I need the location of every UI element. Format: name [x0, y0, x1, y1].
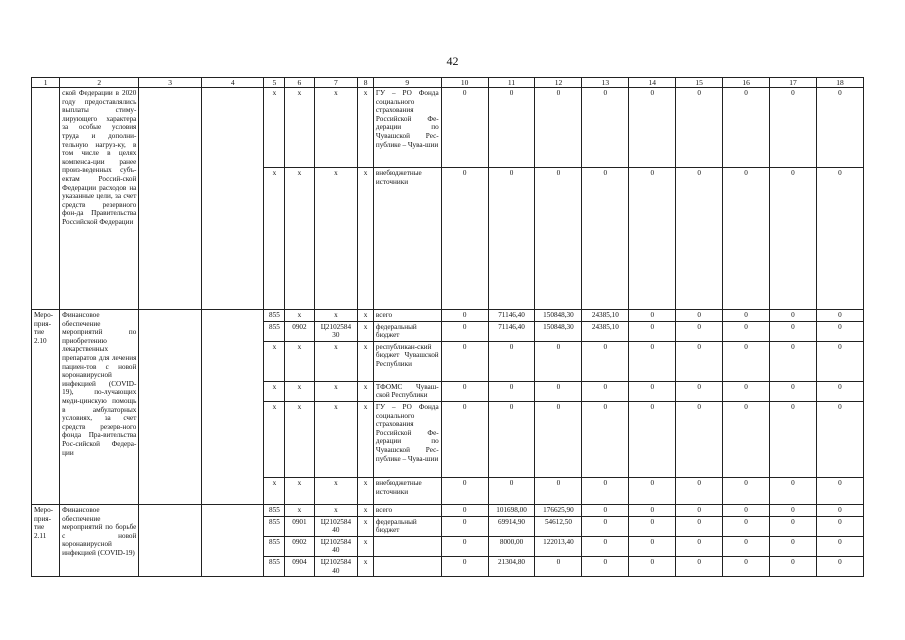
column-header-15: 15 [676, 78, 723, 88]
grbs-code-cell: x [264, 168, 285, 310]
target-article-cell: x [314, 341, 358, 381]
program-funding-table [31, 77, 864, 577]
target-article-cell: Ц2102584 30 [314, 321, 358, 341]
amount-cell: 71146,40 [488, 310, 535, 322]
amount-cell: 69914,90 [488, 516, 535, 536]
expense-group-cell: x [358, 401, 374, 477]
amount-cell: 0 [629, 381, 676, 401]
amount-cell: 0 [676, 310, 723, 322]
amount-cell: 0 [770, 516, 817, 536]
amount-cell: 0 [535, 88, 582, 168]
amount-cell: 0 [629, 321, 676, 341]
amount-cell: 0 [488, 401, 535, 477]
amount-cell: 150848,30 [535, 310, 582, 322]
amount-cell: 0 [441, 556, 488, 576]
amount-cell: 0 [816, 536, 863, 556]
amount-cell: 0 [441, 341, 488, 381]
target-article-cell: x [314, 401, 358, 477]
amount-cell: 0 [488, 168, 535, 310]
amount-cell: 24385,10 [582, 310, 629, 322]
amount-cell: 0 [676, 477, 723, 504]
amount-cell: 0 [676, 88, 723, 168]
amount-cell: 71146,40 [488, 321, 535, 341]
grbs-code-cell: 855 [264, 310, 285, 322]
grbs-code-cell: 855 [264, 516, 285, 536]
amount-cell: 54612,50 [535, 516, 582, 536]
grbs-code-cell: 855 [264, 321, 285, 341]
target-article-cell: x [314, 477, 358, 504]
funding-source-cell: внебюджетные источники [373, 168, 441, 310]
amount-cell: 0 [582, 381, 629, 401]
amount-cell: 0 [676, 168, 723, 310]
amount-cell: 0 [535, 341, 582, 381]
funding-source-cell: внебюджетные источники [373, 477, 441, 504]
amount-cell: 0 [816, 168, 863, 310]
expense-group-cell: x [358, 168, 374, 310]
amount-cell: 0 [770, 88, 817, 168]
amount-cell: 0 [676, 536, 723, 556]
amount-cell: 21304,80 [488, 556, 535, 576]
target-article-cell: Ц2102584 40 [314, 516, 358, 536]
amount-cell: 0 [816, 516, 863, 536]
expense-group-cell: x [358, 88, 374, 168]
amount-cell: 0 [816, 321, 863, 341]
target-indicator-cell [201, 88, 264, 310]
target-article-cell: x [314, 381, 358, 401]
amount-cell: 0 [770, 556, 817, 576]
grbs-code-cell: x [264, 477, 285, 504]
table-row [32, 310, 864, 322]
column-header-17: 17 [770, 78, 817, 88]
funding-source-cell: ГУ – РО Фонда социального страхования Российской Фе-дерации по Чувашской Рес-публике – Чува-шии [373, 88, 441, 168]
amount-cell: 0 [816, 88, 863, 168]
amount-cell: 0 [629, 536, 676, 556]
amount-cell: 0 [770, 401, 817, 477]
column-header-3: 3 [139, 78, 202, 88]
event-number-cell: Меро-прия-тие 2.10 [32, 310, 60, 505]
target-article-cell: Ц2102584 40 [314, 536, 358, 556]
section-code-cell: 0902 [285, 536, 314, 556]
amount-cell: 0 [770, 381, 817, 401]
amount-cell: 0 [629, 341, 676, 381]
amount-cell: 0 [723, 321, 770, 341]
amount-cell: 24385,10 [582, 321, 629, 341]
grbs-code-cell: 855 [264, 504, 285, 516]
column-header-1: 1 [32, 78, 60, 88]
amount-cell: 0 [816, 341, 863, 381]
amount-cell: 0 [629, 310, 676, 322]
section-code-cell: x [285, 504, 314, 516]
amount-cell: 0 [816, 310, 863, 322]
expense-group-cell: x [358, 504, 374, 516]
section-code-cell: x [285, 168, 314, 310]
amount-cell: 0 [676, 504, 723, 516]
responsible-cell [139, 88, 202, 310]
funding-source-cell: ГУ – РО Фонда социального страхования Российской Фе-дерации по Чувашской Рес-публике – Чува-шии [373, 401, 441, 477]
amount-cell: 0 [441, 88, 488, 168]
amount-cell: 101698,00 [488, 504, 535, 516]
amount-cell: 0 [770, 536, 817, 556]
event-name-cell: ской Федерации в 2020 году предоставлялись выплаты стиму-лирующего характера за особые условия труда и дополни-тельную нагруз-ку, в том числе в целях компенса-ции ранее произ-веденных субъ-ектам Россий-ской Федерации расходов на указанные цели, за счет средств резервного фон-да Правительства Российской Федерации [60, 88, 139, 310]
amount-cell: 0 [676, 516, 723, 536]
amount-cell: 0 [676, 321, 723, 341]
amount-cell: 0 [535, 168, 582, 310]
column-header-5: 5 [264, 78, 285, 88]
amount-cell: 0 [770, 310, 817, 322]
expense-group-cell: x [358, 310, 374, 322]
funding-source-cell: республикан-ский бюджет Чувашской Республики [373, 341, 441, 381]
amount-cell: 0 [723, 310, 770, 322]
target-article-cell: x [314, 168, 358, 310]
funding-source-cell: всего [373, 504, 441, 516]
amount-cell: 0 [723, 381, 770, 401]
amount-cell: 0 [629, 401, 676, 477]
amount-cell: 0 [629, 477, 676, 504]
amount-cell: 0 [629, 516, 676, 536]
column-header-9: 9 [373, 78, 441, 88]
expense-group-cell: x [358, 556, 374, 576]
section-code-cell: 0904 [285, 556, 314, 576]
expense-group-cell: x [358, 536, 374, 556]
column-header-13: 13 [582, 78, 629, 88]
amount-cell: 0 [676, 341, 723, 381]
amount-cell: 0 [582, 341, 629, 381]
funding-source-cell: ТФОМС Чуваш-ской Республики [373, 381, 441, 401]
column-header-2: 2 [60, 78, 139, 88]
amount-cell: 0 [723, 477, 770, 504]
amount-cell: 0 [582, 168, 629, 310]
amount-cell: 0 [441, 516, 488, 536]
amount-cell: 122013,40 [535, 536, 582, 556]
section-code-cell: x [285, 88, 314, 168]
target-indicator-cell [201, 504, 264, 576]
target-article-cell: x [314, 504, 358, 516]
amount-cell: 0 [441, 168, 488, 310]
amount-cell: 0 [582, 556, 629, 576]
amount-cell: 0 [723, 536, 770, 556]
grbs-code-cell: 855 [264, 536, 285, 556]
amount-cell: 0 [770, 477, 817, 504]
amount-cell: 0 [770, 168, 817, 310]
table-row [32, 504, 864, 516]
column-header-7: 7 [314, 78, 358, 88]
amount-cell: 0 [535, 401, 582, 477]
column-header-12: 12 [535, 78, 582, 88]
amount-cell: 150848,30 [535, 321, 582, 341]
amount-cell: 0 [488, 477, 535, 504]
expense-group-cell: x [358, 381, 374, 401]
grbs-code-cell: x [264, 401, 285, 477]
column-header-18: 18 [816, 78, 863, 88]
section-code-cell: x [285, 477, 314, 504]
target-indicator-cell [201, 310, 264, 505]
amount-cell: 0 [723, 341, 770, 381]
funding-source-cell [373, 536, 441, 556]
amount-cell: 0 [488, 341, 535, 381]
column-header-6: 6 [285, 78, 314, 88]
amount-cell: 0 [676, 556, 723, 576]
amount-cell: 0 [582, 477, 629, 504]
amount-cell: 0 [723, 516, 770, 536]
amount-cell: 0 [441, 381, 488, 401]
event-name-cell: Финансовое обеспечение мероприятий по борьбе с новой коронавирусной инфекцией (COVID-19) [60, 504, 139, 576]
column-header-4: 4 [201, 78, 264, 88]
amount-cell: 0 [676, 381, 723, 401]
amount-cell: 0 [488, 88, 535, 168]
amount-cell: 0 [441, 477, 488, 504]
amount-cell: 0 [816, 504, 863, 516]
responsible-cell [139, 504, 202, 576]
amount-cell: 0 [441, 321, 488, 341]
expense-group-cell: x [358, 477, 374, 504]
expense-group-cell: x [358, 341, 374, 381]
amount-cell: 0 [582, 504, 629, 516]
amount-cell: 0 [629, 556, 676, 576]
amount-cell: 0 [723, 556, 770, 576]
section-code-cell: 0902 [285, 321, 314, 341]
grbs-code-cell: x [264, 341, 285, 381]
section-code-cell: x [285, 381, 314, 401]
section-code-cell: x [285, 310, 314, 322]
amount-cell: 0 [629, 168, 676, 310]
target-article-cell: x [314, 310, 358, 322]
amount-cell: 0 [723, 401, 770, 477]
amount-cell: 0 [535, 477, 582, 504]
section-code-cell: 0901 [285, 516, 314, 536]
funding-source-cell: всего [373, 310, 441, 322]
amount-cell: 0 [816, 401, 863, 477]
column-header-11: 11 [488, 78, 535, 88]
funding-source-cell: федеральный бюджет [373, 321, 441, 341]
amount-cell: 0 [723, 504, 770, 516]
target-article-cell: x [314, 88, 358, 168]
amount-cell: 0 [582, 536, 629, 556]
amount-cell: 0 [441, 401, 488, 477]
funding-source-cell: федеральный бюджет [373, 516, 441, 536]
page-number: 42 [446, 54, 459, 68]
column-header-10: 10 [441, 78, 488, 88]
expense-group-cell: x [358, 321, 374, 341]
column-header-16: 16 [723, 78, 770, 88]
funding-source-cell [373, 556, 441, 576]
amount-cell: 0 [770, 504, 817, 516]
amount-cell: 0 [582, 401, 629, 477]
amount-cell: 176625,90 [535, 504, 582, 516]
amount-cell: 0 [535, 556, 582, 576]
amount-cell: 0 [723, 168, 770, 310]
amount-cell: 0 [441, 504, 488, 516]
responsible-cell [139, 310, 202, 505]
grbs-code-cell: x [264, 381, 285, 401]
amount-cell: 0 [535, 381, 582, 401]
grbs-code-cell: 855 [264, 556, 285, 576]
grbs-code-cell: x [264, 88, 285, 168]
amount-cell: 0 [441, 310, 488, 322]
amount-cell: 0 [816, 556, 863, 576]
amount-cell: 0 [816, 381, 863, 401]
header-row [32, 78, 864, 88]
column-header-8: 8 [358, 78, 374, 88]
amount-cell: 0 [629, 88, 676, 168]
expense-group-cell: x [358, 516, 374, 536]
amount-cell: 0 [723, 88, 770, 168]
event-name-cell: Финансовое обеспечение мероприятий по приобретению лекарственных препаратов для лечения пациен-тов с новой коронавирусной инфекцией (COVID-19), по-лучающих меди-цинскую помощь в амбулаторных условиях, за счет средств резерв-ного фонда Пра-вительства Рос-сийской Федера-ции [60, 310, 139, 505]
amount-cell: 0 [488, 381, 535, 401]
event-number-cell [32, 88, 60, 310]
amount-cell: 0 [582, 88, 629, 168]
section-code-cell: x [285, 401, 314, 477]
amount-cell: 0 [770, 321, 817, 341]
table-row [32, 88, 864, 168]
amount-cell: 0 [629, 504, 676, 516]
column-header-14: 14 [629, 78, 676, 88]
target-article-cell: Ц2102584 40 [314, 556, 358, 576]
amount-cell: 0 [441, 536, 488, 556]
amount-cell: 0 [816, 477, 863, 504]
event-number-cell: Меро-прия-тие 2.11 [32, 504, 60, 576]
amount-cell: 0 [582, 516, 629, 536]
section-code-cell: x [285, 341, 314, 381]
amount-cell: 8000,00 [488, 536, 535, 556]
amount-cell: 0 [676, 401, 723, 477]
amount-cell: 0 [770, 341, 817, 381]
